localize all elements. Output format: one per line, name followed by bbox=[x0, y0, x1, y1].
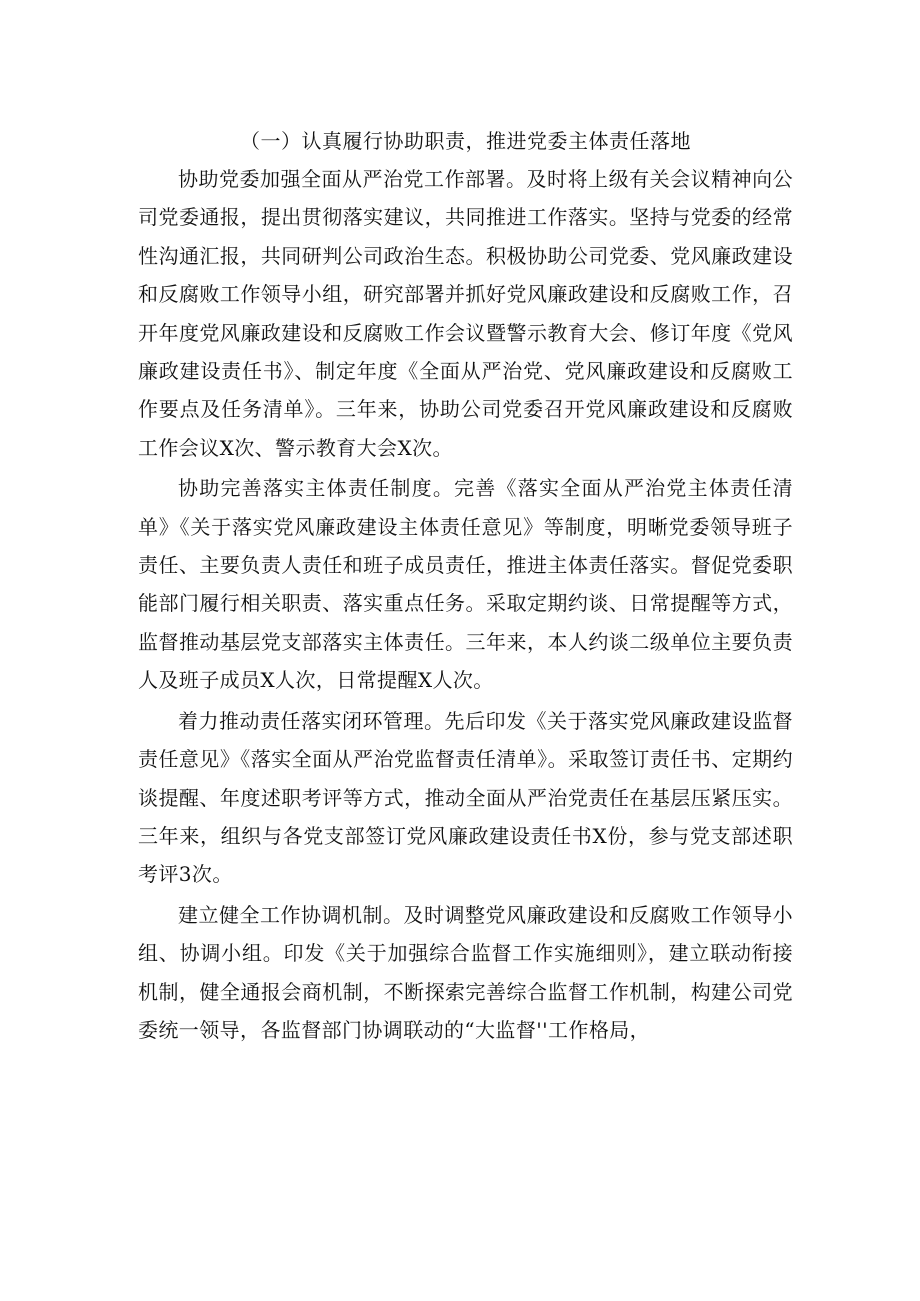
document-body bbox=[138, 122, 793, 1051]
paragraph-coordination-mechanism: 建立健全工作协调机制。及时调整党风廉政建设和反腐败工作领导小组、协调小组。印发《关于加强综合监督工作实施细则》，建立联动衔接机制，健全通报会商机制，不断探索完善综合监督工作机制，构建公司党委统一领导，各监督部门协调联动的“大监督''工作格局， bbox=[138, 902, 793, 1042]
paragraph-party-committee-deployment: 协助党委加强全面从严治党工作部署。及时将上级有关会议精神向公司党委通报，提出贯彻落实建议，共同推进工作落实。坚持与党委的经常性沟通汇报，共同研判公司政治生态。积极协助公司党委、党风廉政建设和反腐败工作领导小组，研究部署并抓好党风廉政建设和反腐败工作，召开年度党风廉政建设和反腐败工作会议暨警示教育大会、修订年度《党风廉政建设责任书》、制定年度《全面从严治党、党风廉政建设和反腐败工作要点及任务清单》。三年来，协助公司党委召开党风廉政建设和反腐败工作会议X次、警示教育大会X次。 bbox=[138, 167, 793, 460]
paragraph-responsibility-system: 协助完善落实主体责任制度。完善《落实全面从严治党主体责任清单》《关于落实党风廉政建设主体责任意见》等制度，明晰党委领导班子责任、主要负责人责任和班子成员责任，推进主体责任落实。督促党委职能部门履行相关职责、落实重点任务。采取定期约谈、日常提醒等方式，监督推动基层党支部落实主体责任。三年来，本人约谈二级单位主要负责人及班子成员X人次，日常提醒X人次。 bbox=[138, 476, 793, 693]
section-heading: （一）认真履行协助职责，推进党委主体责任落地 bbox=[240, 129, 691, 153]
paragraph-closed-loop-management: 着力推动责任落实闭环管理。先后印发《关于落实党风廉政建设监督责任意见》《落实全面从严治党监督责任清单》。采取签订责任书、定期约谈提醒、年度述职考评等方式，推动全面从严治党责任在基层压紧压实。三年来，组织与各党支部签订党风廉政建设责任书X份，参与党支部述职考评3次。 bbox=[138, 708, 793, 887]
